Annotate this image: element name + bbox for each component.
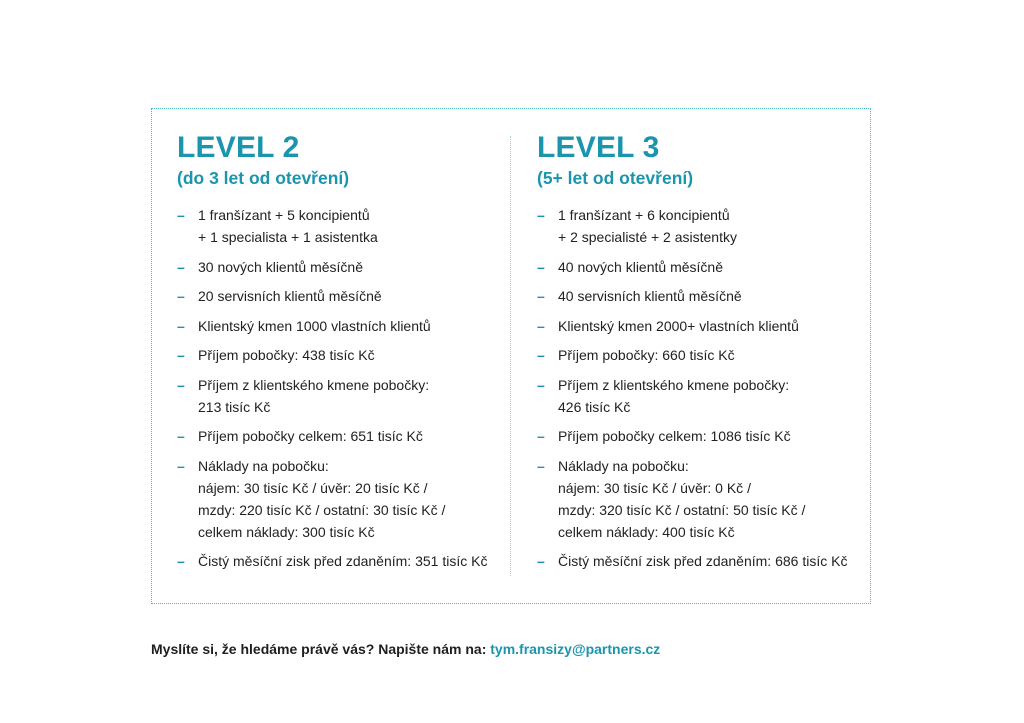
level-2-list: [177, 204, 495, 572]
level-3-column: [537, 130, 857, 580]
level-2-title: LEVEL 2: [177, 131, 300, 164]
list-item-text: + 2 specialisté + 2 asistentky: [558, 229, 737, 245]
column-divider: [510, 136, 511, 576]
list-item-text: Čistý měsíční zisk před zdaněním: 686 tisíc Kč: [558, 553, 848, 569]
level-2-column: [177, 130, 495, 580]
dash-bullet-icon: –: [177, 317, 185, 334]
dash-bullet-icon: –: [177, 347, 185, 363]
list-item: [537, 315, 857, 337]
dash-bullet-icon: –: [177, 376, 185, 393]
level-2-subtitle: (do 3 let od otevření): [177, 168, 350, 188]
list-item-text: 426 tisíc Kč: [558, 398, 631, 415]
list-item: [177, 374, 495, 418]
list-item-text: 40 nových klientů měsíčně: [558, 258, 723, 275]
list-item-text: Příjem pobočky: 438 tisíc Kč: [198, 347, 375, 363]
list-item-text: 1 franšízant + 6 koncipientů: [558, 207, 730, 223]
list-item-text: Příjem z klientského kmene pobočky:: [198, 376, 430, 393]
list-item-text: Náklady na pobočku:: [198, 457, 329, 474]
dash-bullet-icon: –: [177, 428, 185, 444]
level-3-subtitle: (5+ let od otevření): [537, 168, 694, 188]
dash-bullet-icon: –: [177, 457, 185, 474]
footer-cta: [151, 641, 660, 657]
list-item: [537, 455, 857, 543]
footer-text: Myslíte si, že hledáme právě vás? Napište nám na:: [151, 641, 491, 657]
dash-bullet-icon: –: [537, 376, 545, 393]
level-3-list: [537, 204, 857, 572]
list-item-text: celkem náklady: 300 tisíc Kč: [198, 523, 375, 540]
list-item-text: celkem náklady: 400 tisíc Kč: [558, 523, 735, 540]
list-item-text: Příjem pobočky celkem: 1086 tisíc Kč: [558, 428, 791, 444]
list-item: [177, 344, 495, 366]
list-item-text: 40 servisních klientů měsíčně: [558, 288, 742, 304]
list-item: [177, 256, 495, 278]
dash-bullet-icon: –: [177, 288, 185, 304]
dash-bullet-icon: –: [177, 553, 185, 569]
dash-bullet-icon: –: [537, 288, 545, 304]
list-item: [537, 285, 857, 307]
list-item-text: 1 franšízant + 5 koncipientů: [198, 207, 370, 223]
list-item: [537, 256, 857, 278]
list-item-text: Příjem z klientského kmene pobočky:: [558, 376, 790, 393]
list-item: [177, 204, 495, 248]
list-item: [537, 344, 857, 366]
list-item-text: mzdy: 220 tisíc Kč / ostatní: 30 tisíc Kč /: [198, 501, 446, 518]
level-3-title: LEVEL 3: [537, 131, 660, 164]
contact-email-link[interactable]: tym.fransizy@partners.cz: [490, 641, 661, 657]
list-item-text: 213 tisíc Kč: [198, 398, 271, 415]
list-item: [537, 550, 857, 572]
dash-bullet-icon: –: [537, 347, 545, 363]
list-item: [537, 425, 857, 447]
dash-bullet-icon: –: [537, 457, 545, 474]
list-item: [177, 285, 495, 307]
list-item: [537, 374, 857, 418]
list-item-text: nájem: 30 tisíc Kč / úvěr: 0 Kč /: [558, 479, 751, 496]
dash-bullet-icon: –: [177, 207, 185, 223]
list-item-text: Příjem pobočky celkem: 651 tisíc Kč: [198, 428, 423, 444]
list-item: [177, 455, 495, 543]
list-item-text: Klientský kmen 2000+ vlastních klientů: [558, 317, 799, 334]
list-item-text: Náklady na pobočku:: [558, 457, 689, 474]
dash-bullet-icon: –: [537, 428, 545, 444]
list-item-text: Klientský kmen 1000 vlastních klientů: [198, 317, 431, 334]
list-item-text: Čistý měsíční zisk před zdaněním: 351 tisíc Kč: [198, 553, 488, 569]
list-item-text: mzdy: 320 tisíc Kč / ostatní: 50 tisíc Kč /: [558, 501, 806, 518]
dash-bullet-icon: –: [537, 258, 545, 275]
dash-bullet-icon: –: [537, 553, 545, 569]
list-item-text: 30 nových klientů měsíčně: [198, 258, 363, 275]
list-item-text: nájem: 30 tisíc Kč / úvěr: 20 tisíc Kč /: [198, 479, 428, 496]
list-item: [177, 550, 495, 572]
dash-bullet-icon: –: [177, 258, 185, 275]
list-item-text: 20 servisních klientů měsíčně: [198, 288, 382, 304]
list-item-text: + 1 specialista + 1 asistentka: [198, 229, 378, 245]
list-item: [177, 315, 495, 337]
list-item-text: Příjem pobočky: 660 tisíc Kč: [558, 347, 735, 363]
list-item: [177, 425, 495, 447]
dash-bullet-icon: –: [537, 207, 545, 223]
dash-bullet-icon: –: [537, 317, 545, 334]
list-item: [537, 204, 857, 248]
